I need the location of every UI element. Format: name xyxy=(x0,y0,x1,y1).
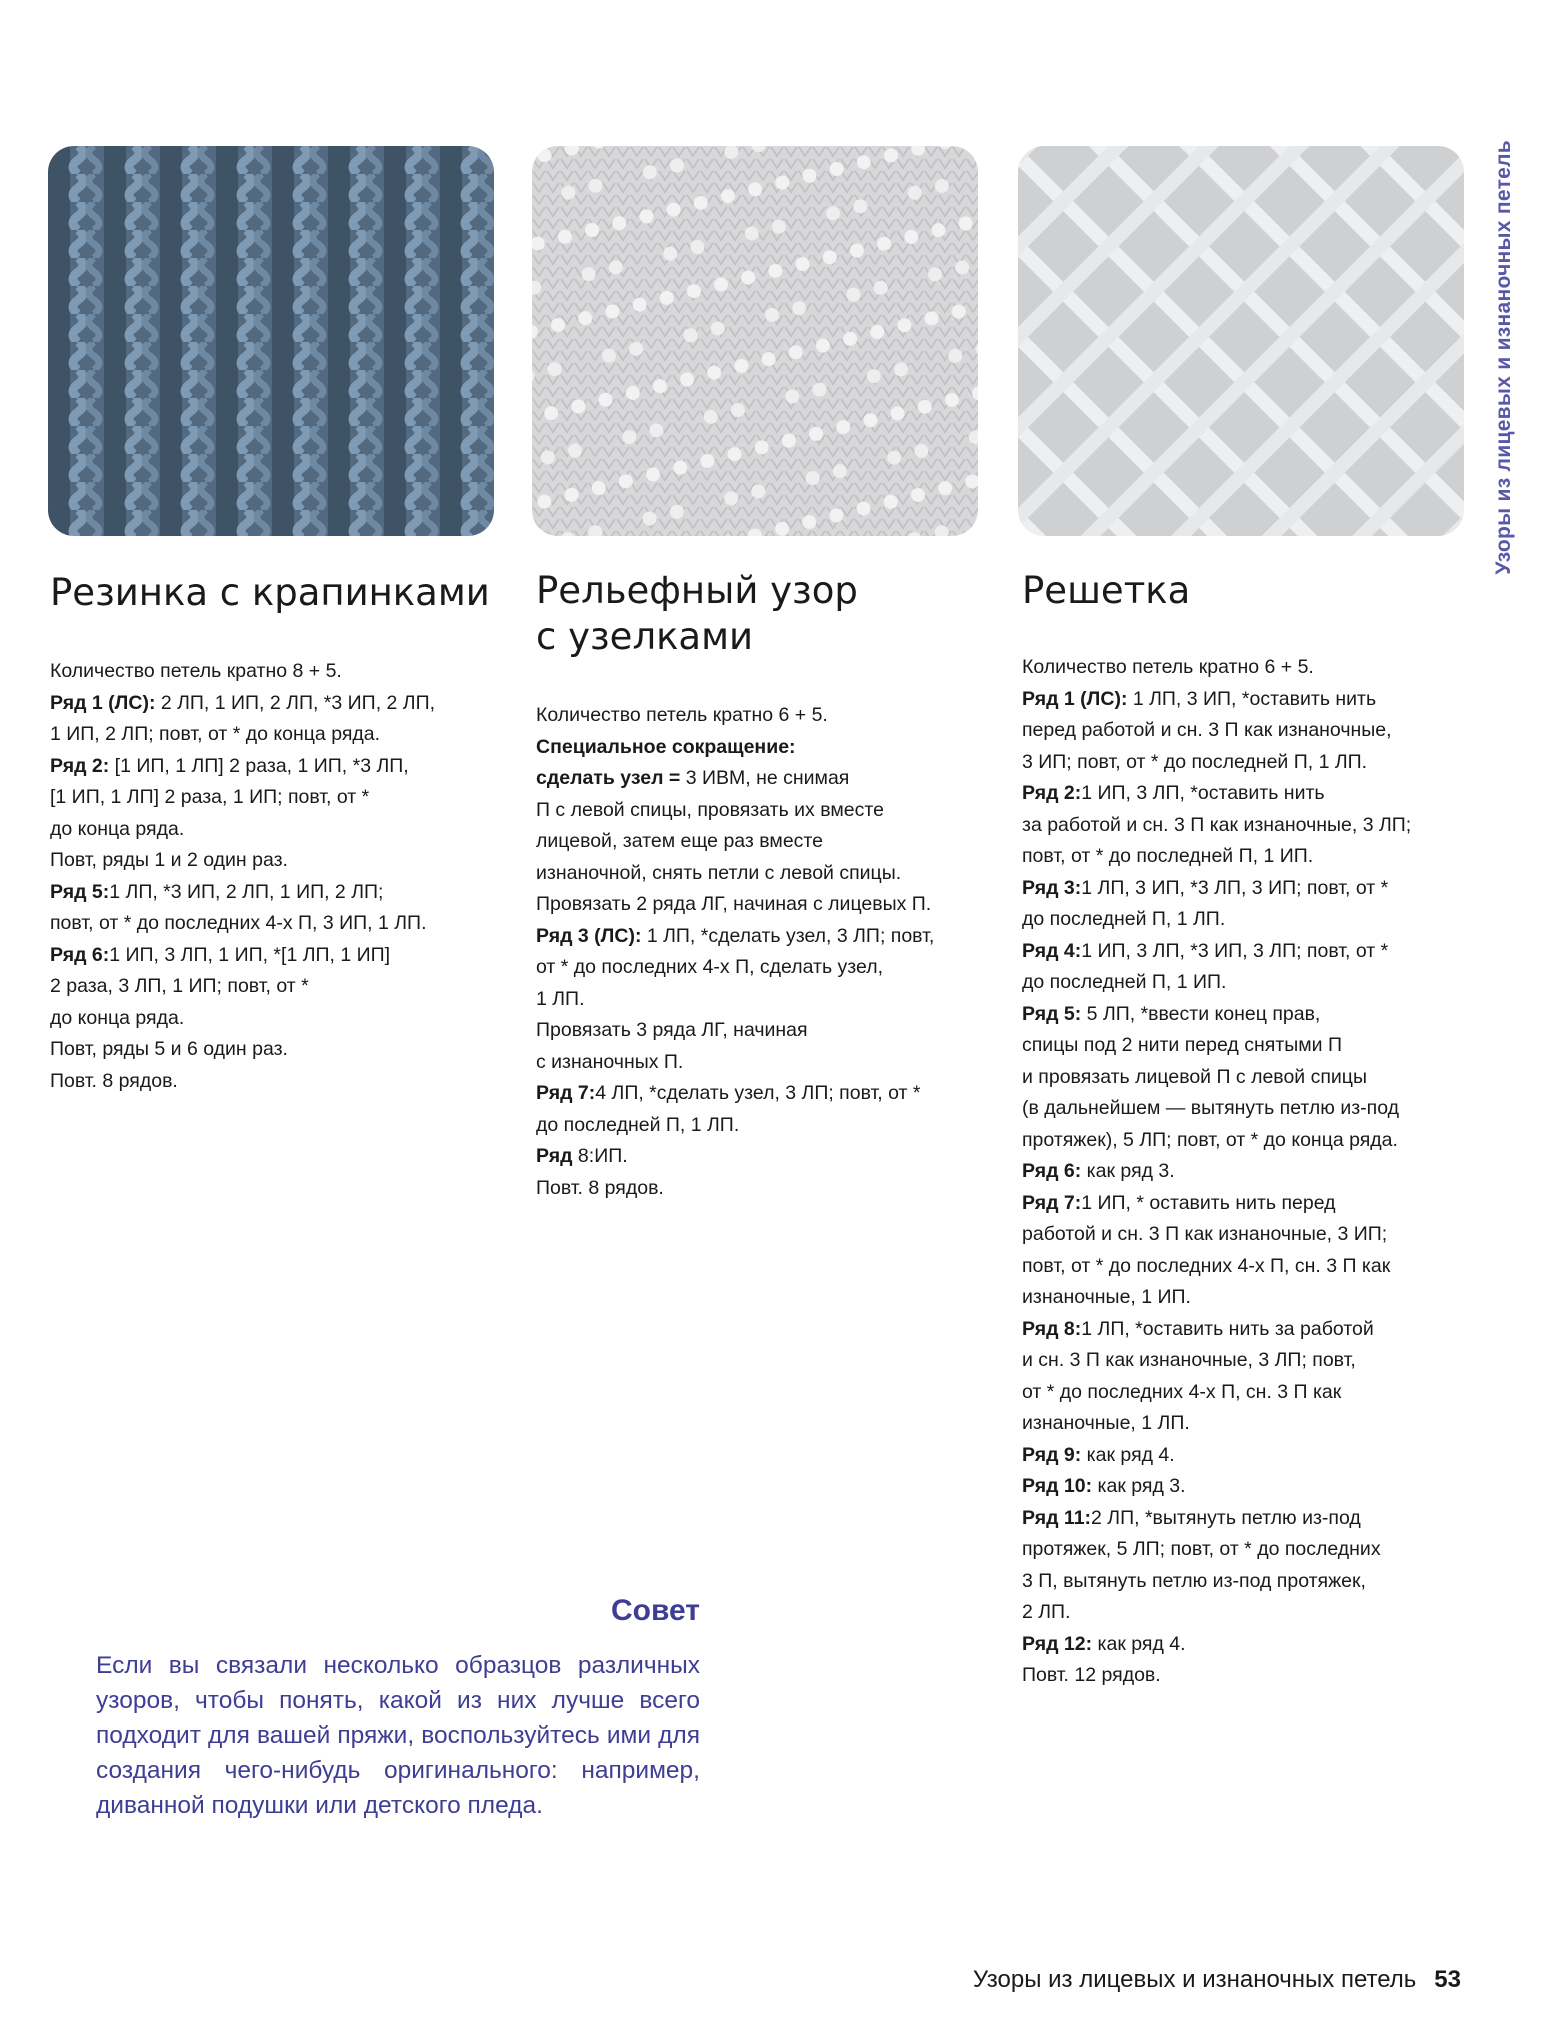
instruction-text: Количество петель кратно 6 + 5. xyxy=(1022,656,1314,678)
instruction-line xyxy=(50,940,490,972)
instruction-line xyxy=(1022,999,1467,1031)
instruction-line xyxy=(1022,904,1467,936)
instruction-line xyxy=(50,908,490,940)
row-label: Ряд 3: xyxy=(1022,876,1082,899)
instruction-text: 1 ИП, 3 ЛП, *3 ИП, 3 ЛП; повт, от * xyxy=(1081,939,1389,962)
instruction-line xyxy=(536,984,976,1016)
instruction-text: 1 ЛП, *сделать узел, 3 ЛП; повт, xyxy=(641,924,935,947)
instruction-text: Повт, ряды 1 и 2 один раз. xyxy=(50,849,288,871)
instruction-line xyxy=(1022,747,1467,779)
row-label: Ряд 11: xyxy=(1022,1506,1092,1529)
instruction-text: [1 ИП, 1 ЛП] 2 раза, 1 ИП; повт, от * xyxy=(50,786,370,808)
instruction-line xyxy=(1022,873,1467,905)
instruction-text: до конца ряда. xyxy=(50,1006,185,1029)
instruction-line xyxy=(1022,1188,1467,1220)
instruction-text: Повт. 8 рядов. xyxy=(50,1069,178,1092)
instruction-text: 5 ЛП, *ввести конец прав, xyxy=(1081,1002,1321,1025)
tip-heading: Совет xyxy=(610,1594,700,1627)
instruction-line xyxy=(1022,1534,1467,1566)
instruction-line xyxy=(50,1066,490,1098)
instruction-line xyxy=(1022,1503,1467,1535)
instruction-line xyxy=(1022,1440,1467,1472)
instruction-line xyxy=(1022,841,1467,873)
instruction-line xyxy=(1022,1062,1467,1094)
instruction-text: Повт. 12 рядов. xyxy=(1022,1664,1161,1686)
instruction-line xyxy=(50,1003,490,1035)
instruction-text: (в дальнейшем — вытянуть петлю из-под xyxy=(1022,1097,1400,1119)
row-label: Специальное сокращение: xyxy=(536,735,796,758)
pattern-title-1: Резинка с крапинками xyxy=(50,571,490,614)
instruction-text: от * до последних 4-х П, сделать узел, xyxy=(536,956,884,978)
instruction-text: [1 ИП, 1 ЛП] 2 раза, 1 ИП, *3 ЛП, xyxy=(109,754,409,777)
instruction-line xyxy=(536,795,976,827)
instruction-text: повт, от * до последних 4-х П, сн. 3 П как xyxy=(1022,1254,1391,1277)
instruction-text: 2 ЛП, 1 ИП, 2 ЛП, *3 ИП, 2 ЛП, xyxy=(155,691,436,714)
instruction-text: до последней П, 1 ЛП. xyxy=(536,1113,740,1136)
instruction-line xyxy=(1022,1030,1467,1062)
instruction-line xyxy=(50,845,490,877)
row-label: Ряд 5: xyxy=(50,880,110,903)
row-label: Ряд 2: xyxy=(1022,782,1082,804)
instruction-text: 3 ИВМ, не снимая xyxy=(680,767,850,789)
instruction-line xyxy=(1022,652,1467,684)
instruction-text: протяжек, 5 ЛП; повт, от * до последних xyxy=(1022,1538,1381,1560)
row-label: сделать узел = xyxy=(536,767,681,789)
instruction-text: 1 ЛП, 3 ИП, *оставить нить xyxy=(1127,687,1377,710)
instruction-line xyxy=(50,688,490,720)
instruction-line xyxy=(1022,1219,1467,1251)
instruction-text: 2 ЛП, *вытянуть петлю из-под xyxy=(1091,1506,1361,1529)
instruction-line xyxy=(1022,936,1467,968)
instruction-line xyxy=(50,877,490,909)
instruction-line xyxy=(536,1141,976,1173)
instruction-line xyxy=(1022,1156,1467,1188)
instruction-text: протяжек), 5 ЛП; повт, от * до конца ряда. xyxy=(1022,1128,1398,1151)
instruction-line xyxy=(1022,778,1467,810)
instruction-line xyxy=(1022,967,1467,999)
instruction-line xyxy=(536,858,976,890)
swatch-photo-lattice xyxy=(1018,146,1464,536)
instruction-text: 1 ЛП, *3 ИП, 2 ЛП, 1 ИП, 2 ЛП; xyxy=(109,880,384,903)
instruction-text: от * до последних 4-х П, сн. 3 П как xyxy=(1022,1380,1342,1403)
instruction-line xyxy=(50,1034,490,1066)
swatch-photo-bobble-pattern xyxy=(532,146,978,536)
instruction-text: спицы под 2 нити перед снятыми П xyxy=(1022,1034,1342,1056)
tip-text: Если вы связали несколько образцов различных узоров, чтобы понять, какой из них лучше всего подходит для вашей пряжи, воспользуйтесь ими для создания чего-нибудь оригинального: например, диванной подушки или детского пледа. xyxy=(96,1652,700,1819)
pattern-instructions-3 xyxy=(1022,652,1467,1692)
swatch-photo-dotted-rib xyxy=(48,146,494,536)
instruction-line xyxy=(536,1047,976,1079)
side-section-title: Узоры из лицевых и изнаночных петель xyxy=(1492,140,1515,575)
instruction-line xyxy=(1022,1282,1467,1314)
instruction-text: 1 ИП, 2 ЛП; повт, от * до конца ряда. xyxy=(50,723,381,745)
instruction-line xyxy=(1022,1408,1467,1440)
instruction-line xyxy=(536,889,976,921)
pattern-instructions-1 xyxy=(50,656,490,1097)
row-label: Ряд 7: xyxy=(1022,1191,1082,1214)
instruction-text: 1 ЛП. xyxy=(536,987,585,1010)
instruction-line xyxy=(1022,1251,1467,1283)
instruction-text: 1 ИП, * оставить нить перед xyxy=(1081,1191,1336,1214)
row-label: Ряд 5: xyxy=(1022,1002,1082,1025)
instruction-text: 1 ЛП, 3 ИП, *3 ЛП, 3 ИП; повт, от * xyxy=(1081,876,1389,899)
row-label: Ряд 12: xyxy=(1022,1632,1093,1655)
instruction-line xyxy=(1022,1629,1467,1661)
instruction-text: работой и сн. 3 П как изнаночные, 3 ИП; xyxy=(1022,1223,1388,1245)
instruction-text: П с левой спицы, провязать их вместе xyxy=(536,798,884,821)
instruction-text: изнаночные, 1 ЛП. xyxy=(1022,1412,1190,1434)
instruction-text: перед работой и сн. 3 П как изнаночные, xyxy=(1022,719,1392,741)
instruction-text: Провязать 3 ряда ЛГ, начиная xyxy=(536,1019,808,1041)
instruction-text: за работой и сн. 3 П как изнаночные, 3 ЛП; xyxy=(1022,813,1412,836)
page-footer xyxy=(973,1966,1461,1994)
instruction-text: Повт, ряды 5 и 6 один раз. xyxy=(50,1038,288,1060)
instruction-line xyxy=(1022,810,1467,842)
instruction-line xyxy=(536,952,976,984)
instruction-text: Количество петель кратно 8 + 5. xyxy=(50,660,342,682)
pattern-title-2: Рельефный узор с узелками xyxy=(536,569,858,658)
instruction-line xyxy=(1022,1345,1467,1377)
instruction-text: до последней П, 1 ЛП. xyxy=(1022,908,1226,930)
instruction-text: и провязать лицевой П с левой спицы xyxy=(1022,1065,1367,1088)
pattern-title-3: Решетка xyxy=(1022,569,1191,612)
instruction-text: 4 ЛП, *сделать узел, 3 ЛП; повт, от * xyxy=(595,1082,921,1104)
footer-section-title: Узоры из лицевых и изнаночных петель xyxy=(972,1966,1417,1993)
instruction-line xyxy=(50,751,490,783)
instruction-line xyxy=(1022,1660,1467,1692)
row-label: Ряд 10: xyxy=(1022,1475,1093,1497)
instruction-line xyxy=(536,732,976,764)
instruction-line xyxy=(1022,1314,1467,1346)
page-number: 53 xyxy=(1434,1966,1461,1993)
instruction-text: и сн. 3 П как изнаночные, 3 ЛП; повт, xyxy=(1022,1349,1356,1371)
instruction-text: 2 раза, 3 ЛП, 1 ИП; повт, от * xyxy=(50,975,309,997)
instruction-line xyxy=(50,719,490,751)
instruction-text: 1 ИП, 3 ЛП, 1 ИП, *[1 ЛП, 1 ИП] xyxy=(109,943,391,966)
instruction-text: как ряд 3. xyxy=(1092,1475,1186,1497)
instruction-line xyxy=(536,1173,976,1205)
instruction-line xyxy=(536,700,976,732)
instruction-text: как ряд 4. xyxy=(1092,1632,1186,1655)
instruction-line xyxy=(1022,715,1467,747)
instruction-line xyxy=(1022,1597,1467,1629)
instruction-text: до последней П, 1 ИП. xyxy=(1022,971,1227,993)
row-label: Ряд 4: xyxy=(1022,939,1082,962)
instruction-text: 3 ИП; повт, от * до последней П, 1 ЛП. xyxy=(1022,750,1368,773)
row-label: Ряд 7: xyxy=(536,1082,596,1104)
instruction-text: 1 ИП, 3 ЛП, *оставить нить xyxy=(1081,782,1325,804)
instruction-text: 2 ЛП. xyxy=(1022,1601,1071,1623)
instruction-line xyxy=(536,826,976,858)
instruction-text: повт, от * до последней П, 1 ИП. xyxy=(1022,845,1314,867)
instruction-line xyxy=(1022,1566,1467,1598)
instruction-line xyxy=(50,814,490,846)
row-label: Ряд 6: xyxy=(50,943,110,966)
row-label: Ряд 1 (ЛС): xyxy=(50,691,156,714)
instruction-line xyxy=(536,921,976,953)
instruction-text: Повт. 8 рядов. xyxy=(536,1176,664,1199)
instruction-text: как ряд 3. xyxy=(1081,1160,1175,1182)
instruction-line xyxy=(1022,684,1467,716)
instruction-text: Провязать 2 ряда ЛГ, начиная с лицевых П. xyxy=(536,893,932,915)
instruction-text: как ряд 4. xyxy=(1081,1443,1175,1466)
instruction-line xyxy=(50,971,490,1003)
instruction-text: Количество петель кратно 6 + 5. xyxy=(536,704,828,726)
instruction-text: до конца ряда. xyxy=(50,817,185,840)
instruction-text: с изнаночных П. xyxy=(536,1050,684,1073)
instruction-line xyxy=(536,1078,976,1110)
row-label: Ряд 2: xyxy=(50,754,110,777)
instruction-line xyxy=(1022,1377,1467,1409)
instruction-text: 3 П, вытянуть петлю из-под протяжек, xyxy=(1022,1569,1366,1592)
row-label: Ряд 6: xyxy=(1022,1160,1082,1182)
row-label: Ряд 1 (ЛС): xyxy=(1022,687,1128,710)
row-label: Ряд 9: xyxy=(1022,1443,1082,1466)
instruction-text: повт, от * до последних 4-х П, 3 ИП, 1 ЛП. xyxy=(50,912,427,934)
instruction-line xyxy=(536,1015,976,1047)
row-label: Ряд xyxy=(536,1145,573,1167)
instruction-line xyxy=(50,656,490,688)
instruction-line xyxy=(1022,1471,1467,1503)
instruction-text: изнаночной, снять петли с левой спицы. xyxy=(536,861,902,884)
instruction-text: лицевой, затем еще раз вместе xyxy=(536,830,823,852)
instruction-line xyxy=(1022,1125,1467,1157)
instruction-text: изнаночные, 1 ИП. xyxy=(1022,1286,1191,1308)
instruction-line xyxy=(536,763,976,795)
row-label: Ряд 8: xyxy=(1022,1317,1082,1340)
instruction-line xyxy=(50,782,490,814)
row-label: Ряд 3 (ЛС): xyxy=(536,924,642,947)
pattern-instructions-2 xyxy=(536,700,976,1204)
instruction-line xyxy=(536,1110,976,1142)
instruction-text: 8:ИП. xyxy=(572,1145,628,1167)
instruction-line xyxy=(1022,1093,1467,1125)
instruction-text: 1 ЛП, *оставить нить за работой xyxy=(1081,1317,1374,1340)
